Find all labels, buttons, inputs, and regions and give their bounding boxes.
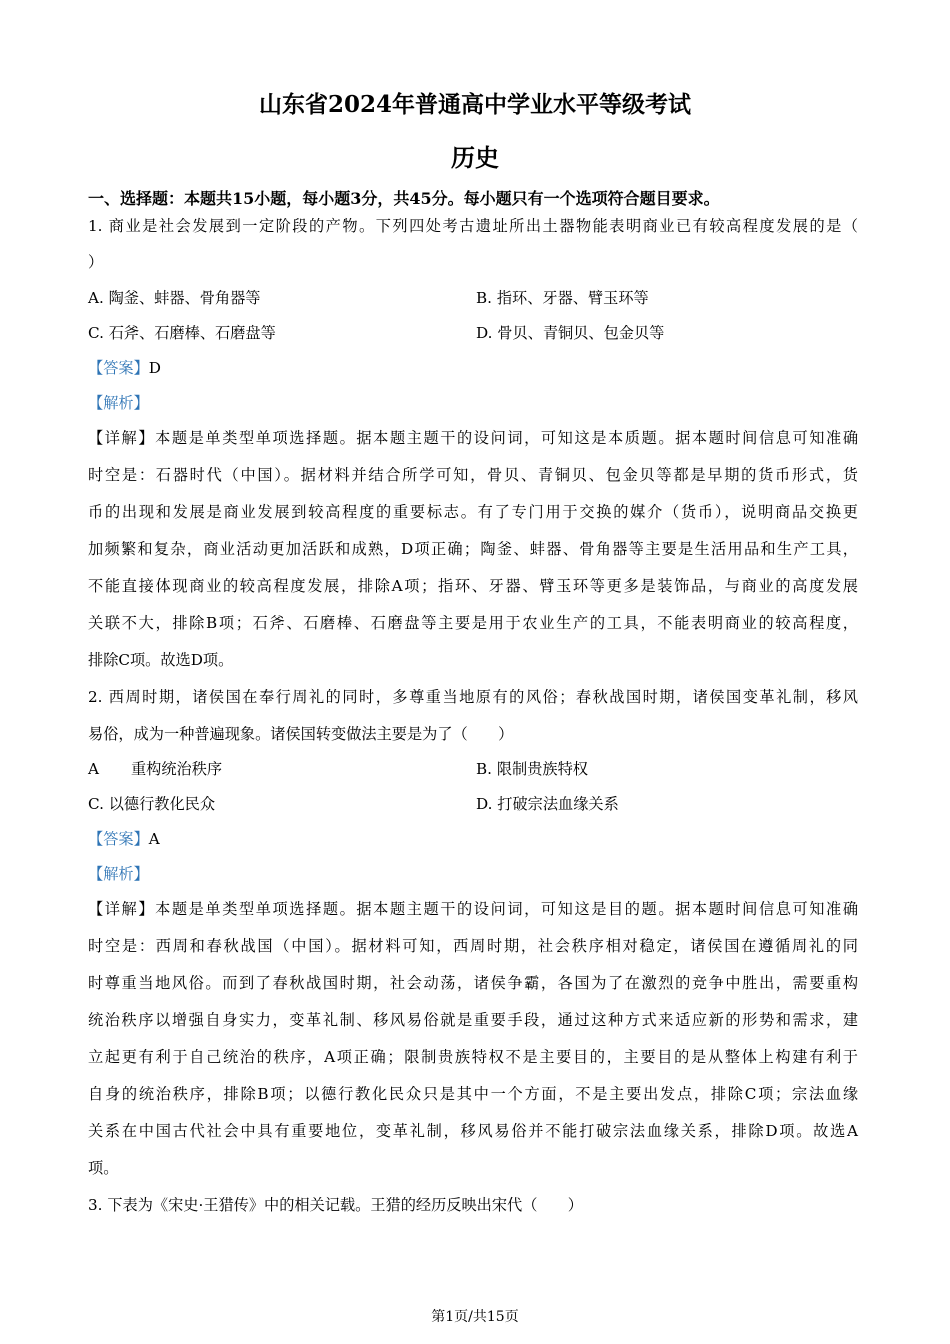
q2-stem-line-1: 2. 西周时期，诸侯国在奉行周礼的同时，多尊重当地原有的风俗；春秋战国时期，诸侯国变革礼制，移风 (88, 688, 858, 706)
q1-detail-line-1 (88, 428, 858, 448)
analysis-tag: 【解析】 (88, 865, 149, 883)
detail-tag: 【详解】 (88, 429, 156, 447)
q1-option-d: D. 骨贝、青铜贝、包金贝等 (476, 324, 665, 342)
section-heading: 一、选择题：本题共15小题，每小题3分，共45分。每小题只有一个选项符合题目要求。 (88, 189, 720, 208)
q1-detail-line-3: 币的出现和发展是商业发展到较高程度的重要标志。有了专门用于交换的媒介（货币），说明商品交换更 (88, 503, 858, 521)
q1-analysis-heading (88, 393, 149, 413)
q2-option-a (88, 759, 222, 779)
answer-tag: 【答案】 (88, 359, 149, 377)
answer-tag: 【答案】 (88, 830, 149, 848)
q1-detail-line-7: 排除C项。故选D项。 (88, 651, 234, 669)
q2-answer (88, 829, 160, 849)
q2-detail-line-3: 时尊重当地风俗。而到了春秋战国时期，社会动荡，诸侯争霸，各国为了在激烈的竞争中胜出，需要重构 (88, 974, 858, 992)
q3-stem: 3. 下表为《宋史·王猎传》中的相关记载。王猎的经历反映出宋代（ ） (88, 1196, 583, 1214)
q1-detail-line-6: 关联不大，排除B项；石斧、石磨棒、石磨盘等主要是用于农业生产的工具，不能表明商业的较高程度， (88, 614, 858, 632)
option-text: 重构统治秩序 (130, 760, 223, 778)
q2-option-b: B. 限制贵族特权 (476, 760, 588, 778)
q1-stem-line-1: 1. 商业是社会发展到一定阶段的产物。下列四处考古遗址所出土器物能表明商业已有较高程度发展的是（ (88, 217, 858, 235)
q2-option-d: D. 打破宗法血缘关系 (476, 795, 619, 813)
q2-detail-line-6: 自身的统治秩序，排除B项；以德行教化民众只是其中一个方面，不是主要出发点，排除C项；宗法血缘 (88, 1085, 858, 1103)
q2-detail-line-5: 立起更有利于自己统治的秩序，A项正确；限制贵族特权不是主要目的，主要目的是从整体上构建有利于 (88, 1048, 858, 1066)
answer-value: A (148, 830, 160, 848)
q2-detail-line-2: 时空是：西周和春秋战国（中国）。据材料可知，西周时期，社会秩序相对稳定，诸侯国在遵循周礼的同 (88, 937, 858, 955)
q1-stem-line-2: ） (88, 253, 104, 271)
q2-detail-line-4: 统治秩序以增强自身实力，变革礼制、移风易俗就是重要手段，通过这种方式来适应新的形势和需求，建 (88, 1011, 858, 1029)
q1-answer (88, 358, 161, 378)
q2-detail-line-1 (88, 899, 858, 919)
option-letter: A (88, 760, 99, 778)
q1-option-b: B. 指环、牙器、臂玉环等 (476, 289, 649, 307)
q1-option-a: A. 陶釜、蚌器、骨角器等 (88, 289, 261, 307)
answer-value: D (148, 359, 161, 377)
detail-text: 本题是单类型单项选择题。据本题主题干的设问词，可知这是目的题。据本题时间信息可知准确 (155, 900, 859, 918)
q2-stem-line-2: 易俗，成为一种普遍现象。诸侯国转变做法主要是为了（ ） (88, 725, 514, 743)
q1-detail-line-4: 加频繁和复杂，商业活动更加活跃和成熟，D项正确；陶釜、蚌器、骨角器等主要是生活用品和生产工具， (88, 540, 858, 558)
q1-option-c: C. 石斧、石磨棒、石磨盘等 (88, 324, 276, 342)
analysis-tag: 【解析】 (88, 394, 149, 412)
q2-detail-line-8: 项。 (88, 1159, 119, 1177)
page-number: 第1页/共15页 (431, 1309, 519, 1325)
q2-analysis-heading (88, 864, 149, 884)
q2-detail-line-7: 关系在中国古代社会中具有重要地位，变革礼制，移风易俗并不能打破宗法血缘关系，排除D项。故选A (88, 1122, 858, 1140)
exam-title: 山东省2024年普通高中学业水平等级考试 (258, 91, 691, 118)
detail-text: 本题是单类型单项选择题。据本题主题干的设问词，可知这是本质题。据本题时间信息可知准确 (155, 429, 859, 447)
subject-title: 历史 (451, 143, 499, 172)
q1-detail-line-5: 不能直接体现商业的较高程度发展，排除A项；指环、牙器、臂玉环等更多是装饰品，与商业的高度发展 (88, 577, 858, 595)
q2-option-c: C. 以德行教化民众 (88, 795, 216, 813)
detail-tag: 【详解】 (88, 900, 156, 918)
q1-detail-line-2: 时空是：石器时代（中国）。据材料并结合所学可知，骨贝、青铜贝、包金贝等都是早期的货币形式，货 (88, 466, 858, 484)
